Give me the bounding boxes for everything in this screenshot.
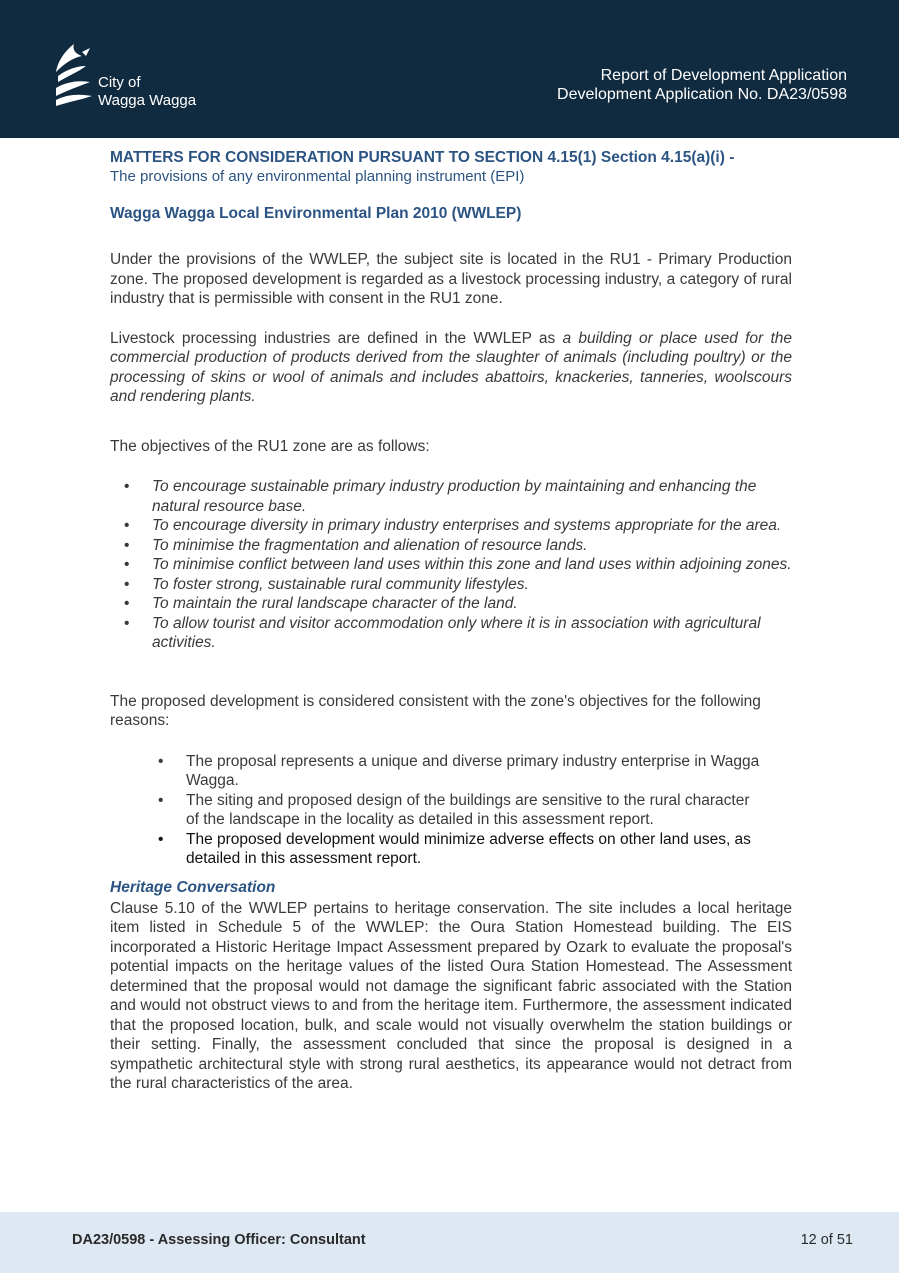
page-header	[0, 0, 899, 138]
heritage-heading: Heritage Conversation	[110, 878, 276, 896]
bullet: •	[124, 556, 130, 573]
report-line-1: Report of Development Application	[600, 67, 847, 84]
list-item: • The siting and proposed design of the buildings are sensitive to the rural character of the landscape in the locality as detailed in this assessment report.	[158, 791, 750, 828]
list-item: • The proposed development would minimize adverse effects on other land uses, as detailed in this assessment report.	[158, 830, 751, 867]
heritage-paragraph: Clause 5.10 of the WWLEP pertains to heritage conservation. The site includes a local heritage item listed in Schedule 5 of the WWLEP: the Oura Station Homestead building. The EIS incorporated a Historic Heritage Impact Assessment prepared by Ozark to evaluate the proposal's potential impacts on the heritage values of the listed Oura Station Homestead. The Assessment determined that the proposal would not damage the significant fabric associated with the Station and would not obstruct views to and from the heritage item. Furthermore, the assessment indicated that the proposed location, bulk, and scale would not visually overwhelm the station buildings or their setting. Finally, the assessment concluded that since the proposal is designed in a sympathetic architectural style with strong rural aesthetics, its appearance would not detract from the rural characteristics of the area.	[110, 899, 792, 1092]
bullet: •	[124, 614, 130, 632]
bullet: •	[124, 478, 130, 495]
bullet: •	[158, 752, 164, 770]
plan-heading: Wagga Wagga Local Environmental Plan 2010 (WWLEP)	[110, 205, 522, 222]
list-item: • To minimise conflict between land uses within this zone and land uses within adjoining zones.	[124, 556, 792, 573]
report-line-2: Development Application No. DA23/0598	[557, 86, 847, 103]
bullet: •	[124, 575, 130, 593]
list-item: • To maintain the rural landscape character of the land.	[124, 595, 518, 612]
page-content	[110, 148, 792, 1094]
paragraph-zone: Under the provisions of the WWLEP, the subject site is located in the RU1 - Primary Production zone. The proposed development is regarded as a livestock processing industry, a category of rural industry that is permissible with consent in the RU1 zone.	[110, 251, 792, 307]
bullet: •	[124, 517, 130, 534]
footer-reference: DA23/0598 - Assessing Officer: Consultant	[72, 1232, 366, 1248]
list-item: • To encourage diversity in primary industry enterprises and systems appropriate for the area.	[124, 517, 782, 534]
list-item: • The proposal represents a unique and diverse primary industry enterprise in Wagga Wagga.	[158, 752, 760, 789]
crow-logo-icon	[52, 42, 96, 108]
report-title	[557, 66, 847, 104]
bullet: •	[124, 595, 130, 612]
section-heading: MATTERS FOR CONSIDERATION PURSUANT TO SECTION 4.15(1) Section 4.15(a)(i) -	[110, 149, 735, 166]
logo-city-text: City of	[98, 74, 141, 91]
bullet: •	[124, 536, 130, 554]
page-number: 12 of 51	[800, 1232, 853, 1248]
section-subheading-line: The provisions of any environmental planning instrument (EPI)	[110, 168, 525, 185]
paragraph-objectives-intro: The objectives of the RU1 zone are as follows:	[110, 437, 430, 455]
definition-italic: a building or place used for the commercial production of products derived from the slaughter of animals (including poultry) or the processing of skins or wool of animals and includes abattoirs, knackeries, tanneries, woolscours and rendering plants.	[110, 329, 792, 405]
list-item: • To allow tourist and visitor accommodation only where it is in association with agricultural activities.	[124, 614, 761, 651]
logo-name-text: Wagga Wagga	[98, 92, 197, 109]
paragraph-definition	[110, 329, 792, 407]
page-footer	[0, 1212, 899, 1273]
list-item: • To foster strong, sustainable rural community lifestyles.	[124, 575, 529, 593]
list-item: • To minimise the fragmentation and alienation of resource lands.	[124, 536, 588, 554]
objectives-list	[110, 477, 792, 653]
paragraph-consistency: The proposed development is considered consistent with the zone's objectives for the following reasons:	[110, 692, 761, 729]
list-item: • To encourage sustainable primary industry production by maintaining and enhancing the natural resource base.	[124, 478, 757, 515]
bullet: •	[158, 791, 164, 809]
definition-lead: Livestock processing industries are defined in the WWLEP as	[110, 329, 563, 347]
bullet: •	[158, 830, 164, 848]
reasons-list	[144, 752, 764, 869]
council-logo	[52, 42, 222, 112]
